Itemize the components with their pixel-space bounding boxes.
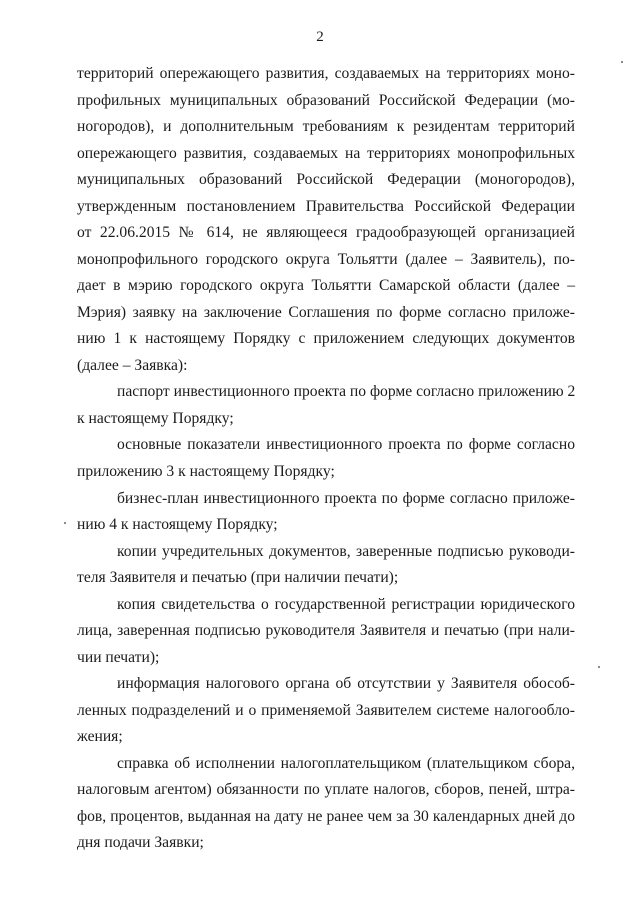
intro-line: ногородов), и дополнительным требованиям к резидентам территорий (77, 118, 575, 135)
list-item-line: приложению 3 к настоящему Порядку; (77, 463, 335, 480)
list-item-line: теля Заявителя и печатью (при наличии печати); (77, 569, 399, 586)
list-item-line: копии учредительных документов, заверенные подписью руководи- (117, 543, 575, 560)
intro-line: от 22.06.2015 № 614, не являющееся градообразующей организацией (77, 224, 575, 241)
intro-line: утвержденным постановлением Правительства Российской Федерации (77, 198, 575, 215)
page-number: 2 (316, 29, 324, 45)
list-item-line: справка об исполнении налогоплательщиком (плательщиком сбора, (117, 755, 575, 772)
intro-line: муниципальных образований Российской Федерации (моногородов), (77, 171, 575, 188)
intro-line: дает в мэрию городского округа Тольятти Самарской области (далее – (77, 277, 575, 294)
scan-speck (621, 61, 623, 63)
intro-line: нию 1 к настоящему Порядку с приложением следующих документов (77, 330, 575, 347)
intro-line: монопрофильного городского округа Тольятти (далее – Заявитель), по- (77, 251, 575, 268)
intro-line: (далее – Заявка): (77, 357, 188, 374)
list-item-line: дня подачи Заявки; (77, 834, 204, 851)
list-item-line: ленных подразделений и о применяемой Заявителем системе налогообло- (77, 702, 575, 719)
list-item-line: копия свидетельства о государственной регистрации юридического (117, 596, 575, 613)
list-item-line: лица, заверенная подписью руководителя Заявителя и печатью (при нали- (77, 622, 575, 639)
list-item-line: бизнес-план инвестиционного проекта по форме согласно приложе- (117, 490, 575, 507)
list-item-line: паспорт инвестиционного проекта по форме согласно приложению 2 (117, 383, 576, 400)
intro-line: территорий опережающего развития, создаваемых на территориях моно- (77, 65, 575, 82)
intro-line: профильных муниципальных образований Российской Федерации (мо- (77, 92, 575, 109)
intro-line: опережающего развития, создаваемых на территориях монопрофильных (77, 145, 575, 162)
list-item-line: основные показатели инвестиционного проекта по форме согласно (117, 436, 575, 453)
list-item-line: чии печати); (77, 649, 160, 666)
scan-speck (64, 522, 66, 524)
list-item-line: фов, процентов, выданная на дату не ранее чем за 30 календарных дней до (77, 808, 575, 825)
intro-line: Мэрия) заявку на заключение Соглашения по форме согласно приложе- (77, 304, 575, 321)
list-item-line: информация налогового органа об отсутствии у Заявителя обособ- (117, 675, 575, 692)
list-item-line: налоговым агентом) обязанности по уплате налогов, сборов, пеней, штра- (77, 781, 575, 798)
list-item-line: к настоящему Порядку; (77, 410, 234, 427)
list-item-line: нию 4 к настоящему Порядку; (77, 516, 278, 533)
list-item-line: жения; (77, 728, 123, 745)
scan-speck (598, 666, 600, 668)
